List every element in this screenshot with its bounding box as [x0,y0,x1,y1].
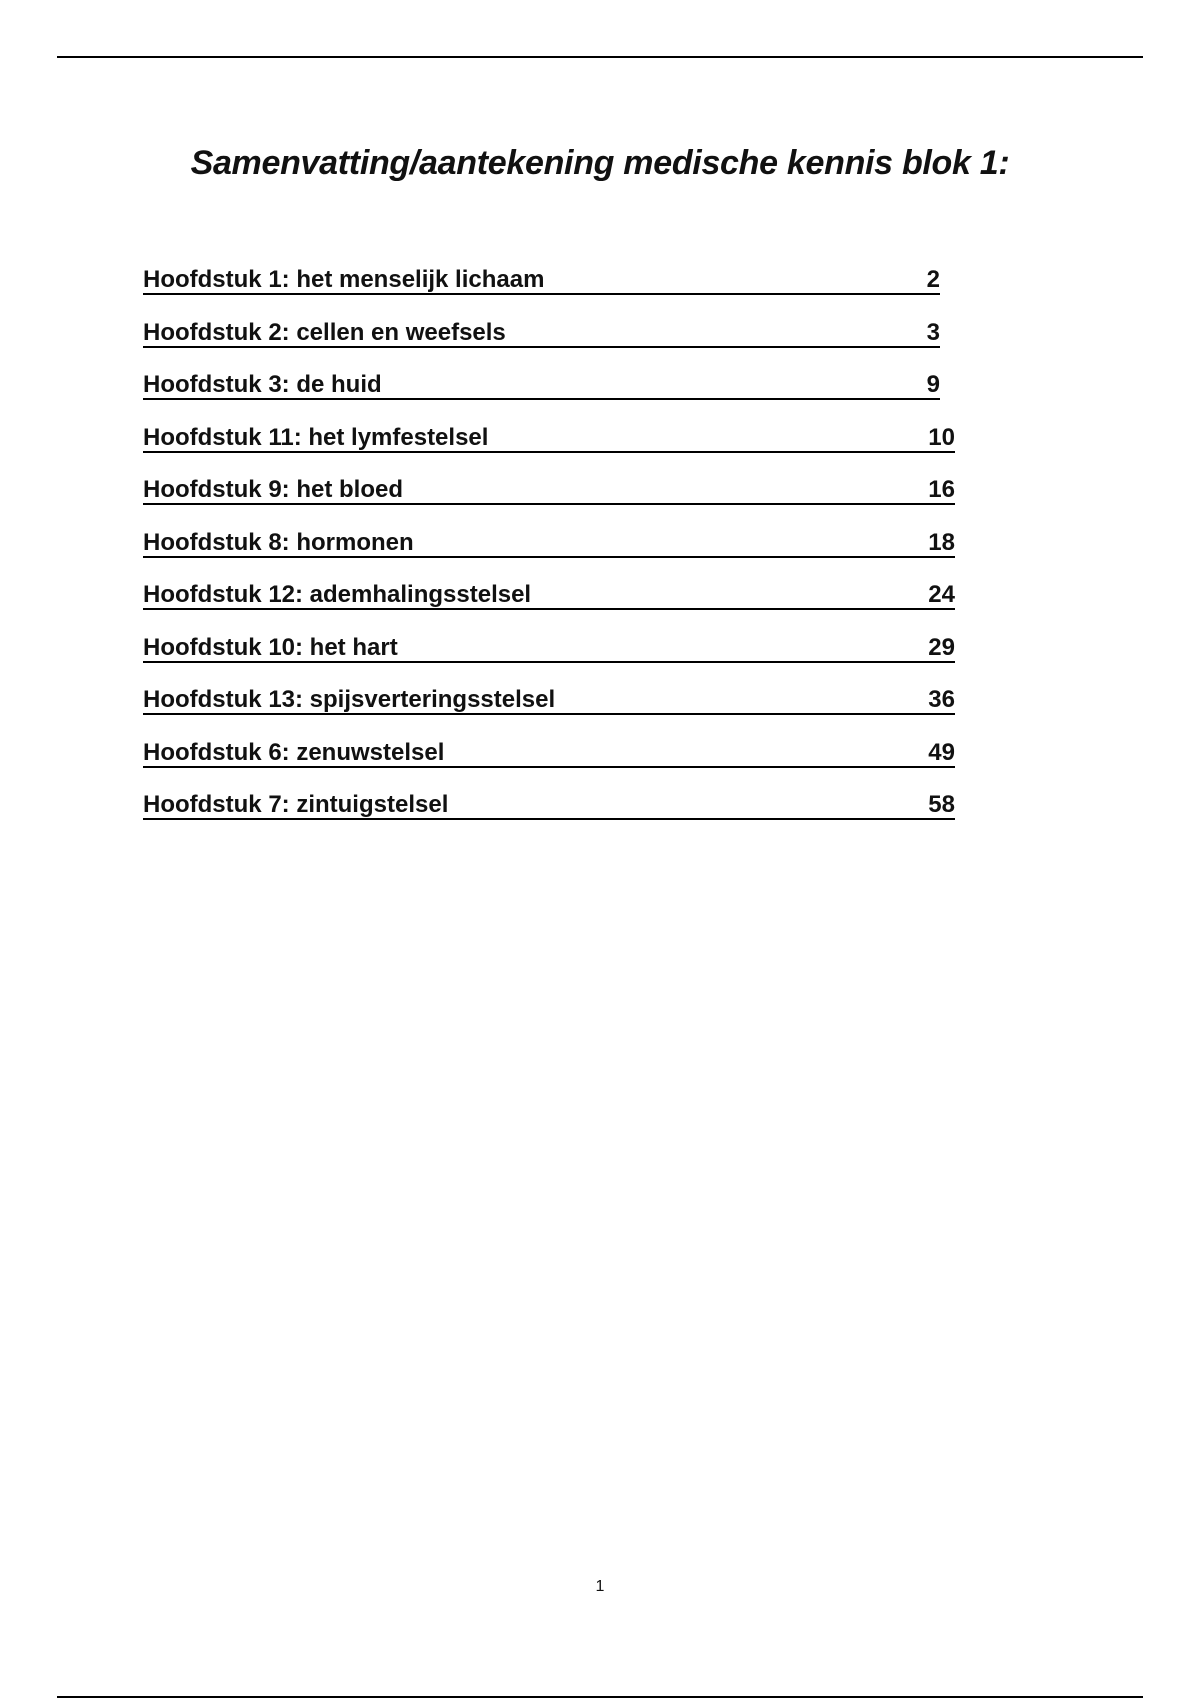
toc-entry [143,317,963,370]
toc-entry-page: 18 [928,528,955,556]
toc-entry-page: 9 [926,371,940,398]
toc-link[interactable] [143,369,940,400]
toc-entry-label: Hoofdstuk 9: het bloed [143,476,403,503]
toc-entry-label: Hoofdstuk 7: zintuigstelsel [143,791,449,818]
toc-link[interactable] [143,789,955,820]
toc-entry [143,579,963,632]
toc-link[interactable] [143,527,955,558]
toc-entry-label: Hoofdstuk 10: het hart [143,633,398,661]
footer-rule [57,1696,1143,1698]
toc-entry-label: Hoofdstuk 13: spijsverteringsstelsel [143,686,556,713]
toc-entry-page: 49 [928,738,955,766]
toc-link[interactable] [143,579,955,610]
toc-entry-label: Hoofdstuk 8: hormonen [143,528,414,556]
toc-entry-label: Hoofdstuk 12: ademhalingsstelsel [143,581,532,608]
toc-entry-page: 24 [928,581,955,608]
toc-entry [143,474,963,527]
table-of-contents [143,264,963,842]
toc-link[interactable] [143,317,940,348]
toc-entry [143,632,963,685]
toc-entry [143,369,963,422]
toc-entry-page: 2 [926,266,940,293]
document-title: Samenvatting/aantekening medische kennis blok 1: [190,144,1010,182]
toc-entry-page: 29 [928,633,955,661]
toc-entry-label: Hoofdstuk 11: het lymfestelsel [143,423,489,451]
toc-link[interactable] [143,422,955,453]
toc-entry-page: 10 [928,423,955,451]
toc-link[interactable] [143,474,955,505]
toc-entry-page: 16 [928,476,955,503]
toc-link[interactable] [143,684,955,715]
page-number: 1 [595,1578,605,1595]
toc-entry [143,737,963,790]
header-rule [57,56,1143,58]
toc-entry-page: 36 [928,686,955,713]
toc-entry [143,789,963,842]
toc-entry-label: Hoofdstuk 6: zenuwstelsel [143,738,445,766]
toc-entry [143,422,963,475]
toc-entry-label: Hoofdstuk 3: de huid [143,371,382,398]
toc-entry-page: 3 [926,318,940,346]
toc-link[interactable] [143,264,940,295]
toc-entry [143,264,963,317]
toc-entry [143,527,963,580]
toc-entry [143,684,963,737]
toc-entry-label: Hoofdstuk 1: het menselijk lichaam [143,266,545,293]
toc-entry-page: 58 [928,791,955,818]
toc-link[interactable] [143,737,955,768]
toc-entry-label: Hoofdstuk 2: cellen en weefsels [143,318,506,346]
toc-link[interactable] [143,632,955,663]
